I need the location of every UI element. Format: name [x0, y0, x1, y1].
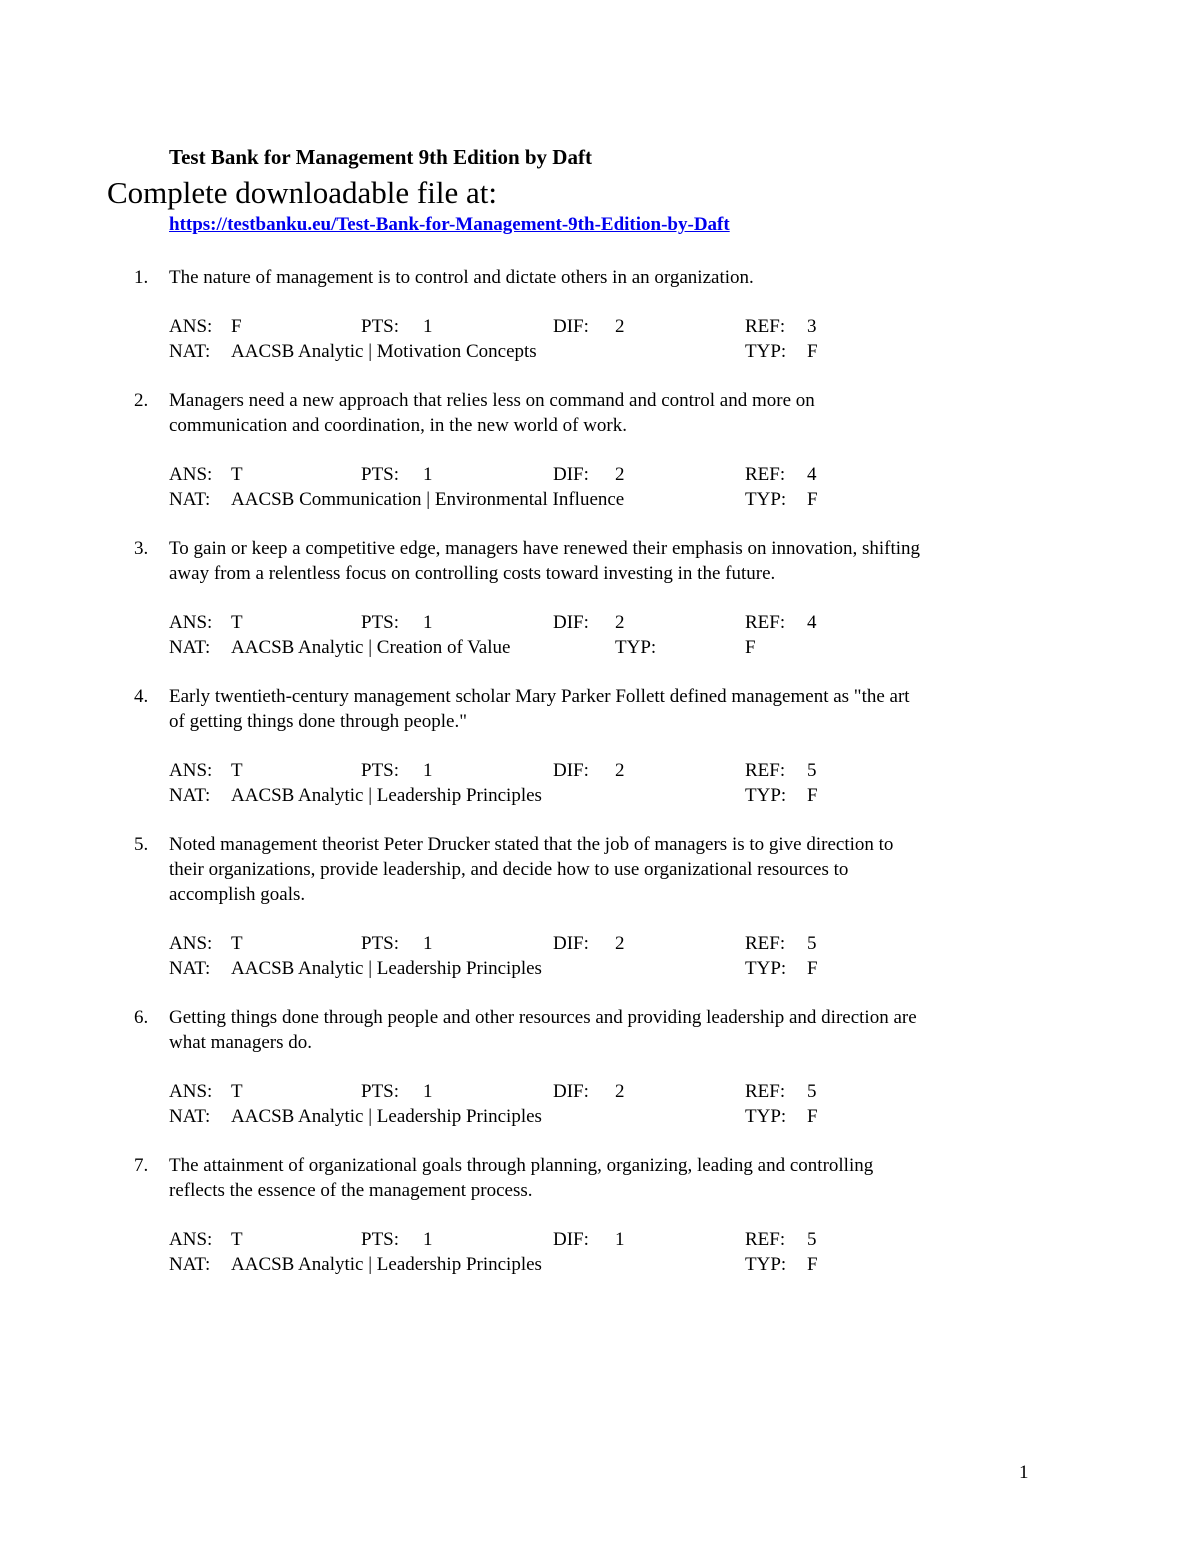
dif-label: DIF: — [553, 316, 589, 337]
dif-label: DIF: — [553, 612, 589, 633]
nat-label: NAT: — [169, 1106, 211, 1127]
typ-value: F — [807, 489, 818, 510]
typ-value: F — [807, 958, 818, 979]
answer-line — [169, 314, 1200, 339]
question-item — [0, 684, 1200, 808]
question-item — [0, 1005, 1200, 1129]
question-item — [0, 388, 1200, 512]
nat-value: AACSB Analytic | Leadership Principles — [231, 1106, 542, 1127]
typ-label: TYP: — [745, 489, 787, 510]
ref-label: REF: — [745, 1081, 786, 1102]
ref-label: REF: — [745, 316, 786, 337]
question-text: Noted management theorist Peter Drucker stated that the job of managers is to give direction to their organizations, provide leadership, and decide how to use organizational resources to accomplish goals. — [169, 834, 894, 905]
answer-line — [169, 462, 1200, 487]
typ-value: F — [807, 785, 818, 806]
download-heading: Complete downloadable file at: — [107, 175, 497, 210]
dif-label: DIF: — [553, 760, 589, 781]
question-item — [0, 536, 1200, 660]
dif-value: 2 — [615, 933, 625, 954]
nat-line — [169, 487, 1200, 512]
typ-value: F — [807, 341, 818, 362]
pts-label: PTS: — [361, 464, 400, 485]
dif-value: 2 — [615, 612, 625, 633]
nat-value: AACSB Analytic | Leadership Principles — [231, 1254, 542, 1275]
nat-label: NAT: — [169, 489, 211, 510]
nat-value: AACSB Analytic | Leadership Principles — [231, 958, 542, 979]
question-number: 7. — [134, 1155, 149, 1176]
ref-label: REF: — [745, 612, 786, 633]
ref-value: 5 — [807, 1081, 817, 1102]
ans-label: ANS: — [169, 464, 213, 485]
ref-value: 3 — [807, 316, 817, 337]
question-number: 3. — [134, 538, 149, 559]
nat-label: NAT: — [169, 958, 211, 979]
document-title: Test Bank for Management 9th Edition by Daft — [169, 145, 592, 169]
dif-value: 1 — [615, 1229, 625, 1250]
nat-value: AACSB Analytic | Leadership Principles — [231, 785, 542, 806]
answer-line — [169, 758, 1200, 783]
pts-label: PTS: — [361, 1081, 400, 1102]
pts-value: 1 — [423, 1081, 433, 1102]
ans-label: ANS: — [169, 933, 213, 954]
ans-label: ANS: — [169, 760, 213, 781]
question-text: Early twentieth-century management scholar Mary Parker Follett defined management as "the art of getting things done through people." — [169, 686, 910, 732]
ans-label: ANS: — [169, 612, 213, 633]
ref-value: 5 — [807, 933, 817, 954]
nat-value: AACSB Analytic | Motivation Concepts — [231, 341, 537, 362]
ans-value: T — [231, 464, 243, 485]
question-text: To gain or keep a competitive edge, managers have renewed their emphasis on innovation, shifting away from a relentless focus on controlling costs toward investing in the future. — [169, 538, 921, 584]
ref-label: REF: — [745, 933, 786, 954]
ref-label: REF: — [745, 1229, 786, 1250]
pts-value: 1 — [423, 760, 433, 781]
typ-label: TYP: — [745, 1254, 787, 1275]
question-item — [0, 1153, 1200, 1277]
ans-value: T — [231, 1229, 243, 1250]
ans-value: T — [231, 612, 243, 633]
ref-value: 4 — [807, 464, 817, 485]
ref-label: REF: — [745, 464, 786, 485]
ref-value: 5 — [807, 760, 817, 781]
pts-value: 1 — [423, 612, 433, 633]
question-text: The attainment of organizational goals through planning, organizing, leading and controlling reflects the essence of the management process. — [169, 1155, 874, 1201]
ans-value: T — [231, 1081, 243, 1102]
typ-label: TYP: — [745, 1106, 787, 1127]
question-metadata — [169, 462, 1200, 512]
pts-label: PTS: — [361, 933, 400, 954]
ans-label: ANS: — [169, 1081, 213, 1102]
ref-label: REF: — [745, 760, 786, 781]
answer-line — [169, 1227, 1200, 1252]
nat-line — [169, 1252, 1200, 1277]
question-metadata — [169, 1079, 1200, 1129]
answer-line — [169, 610, 1200, 635]
dif-value: 2 — [615, 316, 625, 337]
pts-label: PTS: — [361, 316, 400, 337]
nat-line — [169, 956, 1200, 981]
question-metadata — [169, 314, 1200, 364]
nat-line — [169, 1104, 1200, 1129]
dif-value: 2 — [615, 760, 625, 781]
dif-value: 2 — [615, 464, 625, 485]
typ-label: TYP: — [745, 341, 787, 362]
typ-value: F — [745, 637, 756, 658]
question-number: 4. — [134, 686, 149, 707]
question-list — [0, 265, 1200, 1301]
answer-line — [169, 1079, 1200, 1104]
ref-value: 5 — [807, 1229, 817, 1250]
download-link[interactable]: https://testbanku.eu/Test-Bank-for-Management-9th-Edition-by-Daft — [169, 214, 730, 235]
ans-label: ANS: — [169, 1229, 213, 1250]
pts-value: 1 — [423, 933, 433, 954]
pts-label: PTS: — [361, 760, 400, 781]
ans-value: T — [231, 933, 243, 954]
pts-value: 1 — [423, 1229, 433, 1250]
nat-line — [169, 783, 1200, 808]
question-number: 2. — [134, 390, 149, 411]
nat-line — [169, 635, 1200, 660]
nat-line — [169, 339, 1200, 364]
question-number: 5. — [134, 834, 149, 855]
nat-label: NAT: — [169, 785, 211, 806]
page-number: 1 — [1019, 1462, 1029, 1483]
dif-label: DIF: — [553, 933, 589, 954]
nat-label: NAT: — [169, 637, 211, 658]
typ-value: F — [807, 1254, 818, 1275]
typ-label: TYP: — [615, 637, 657, 658]
question-item — [0, 832, 1200, 981]
ans-value: T — [231, 760, 243, 781]
ref-value: 4 — [807, 612, 817, 633]
typ-value: F — [807, 1106, 818, 1127]
question-text: Managers need a new approach that relies less on command and control and more on communication and coordination, in the new world of work. — [169, 390, 815, 436]
question-metadata — [169, 758, 1200, 808]
nat-value: AACSB Communication | Environmental Influence — [231, 489, 625, 510]
dif-label: DIF: — [553, 1229, 589, 1250]
pts-label: PTS: — [361, 1229, 400, 1250]
nat-label: NAT: — [169, 341, 211, 362]
pts-label: PTS: — [361, 612, 400, 633]
question-number: 1. — [134, 267, 149, 288]
question-item — [0, 265, 1200, 364]
nat-value: AACSB Analytic | Creation of Value — [231, 637, 511, 658]
question-metadata — [169, 931, 1200, 981]
typ-label: TYP: — [745, 785, 787, 806]
question-text: Getting things done through people and other resources and providing leadership and direction are what managers do. — [169, 1007, 917, 1053]
pts-value: 1 — [423, 316, 433, 337]
dif-label: DIF: — [553, 1081, 589, 1102]
question-metadata — [169, 610, 1200, 660]
nat-label: NAT: — [169, 1254, 211, 1275]
dif-value: 2 — [615, 1081, 625, 1102]
pts-value: 1 — [423, 464, 433, 485]
question-text: The nature of management is to control and dictate others in an organization. — [169, 267, 754, 288]
ans-value: F — [231, 316, 242, 337]
typ-label: TYP: — [745, 958, 787, 979]
question-metadata — [169, 1227, 1200, 1277]
answer-line — [169, 931, 1200, 956]
ans-label: ANS: — [169, 316, 213, 337]
question-number: 6. — [134, 1007, 149, 1028]
dif-label: DIF: — [553, 464, 589, 485]
